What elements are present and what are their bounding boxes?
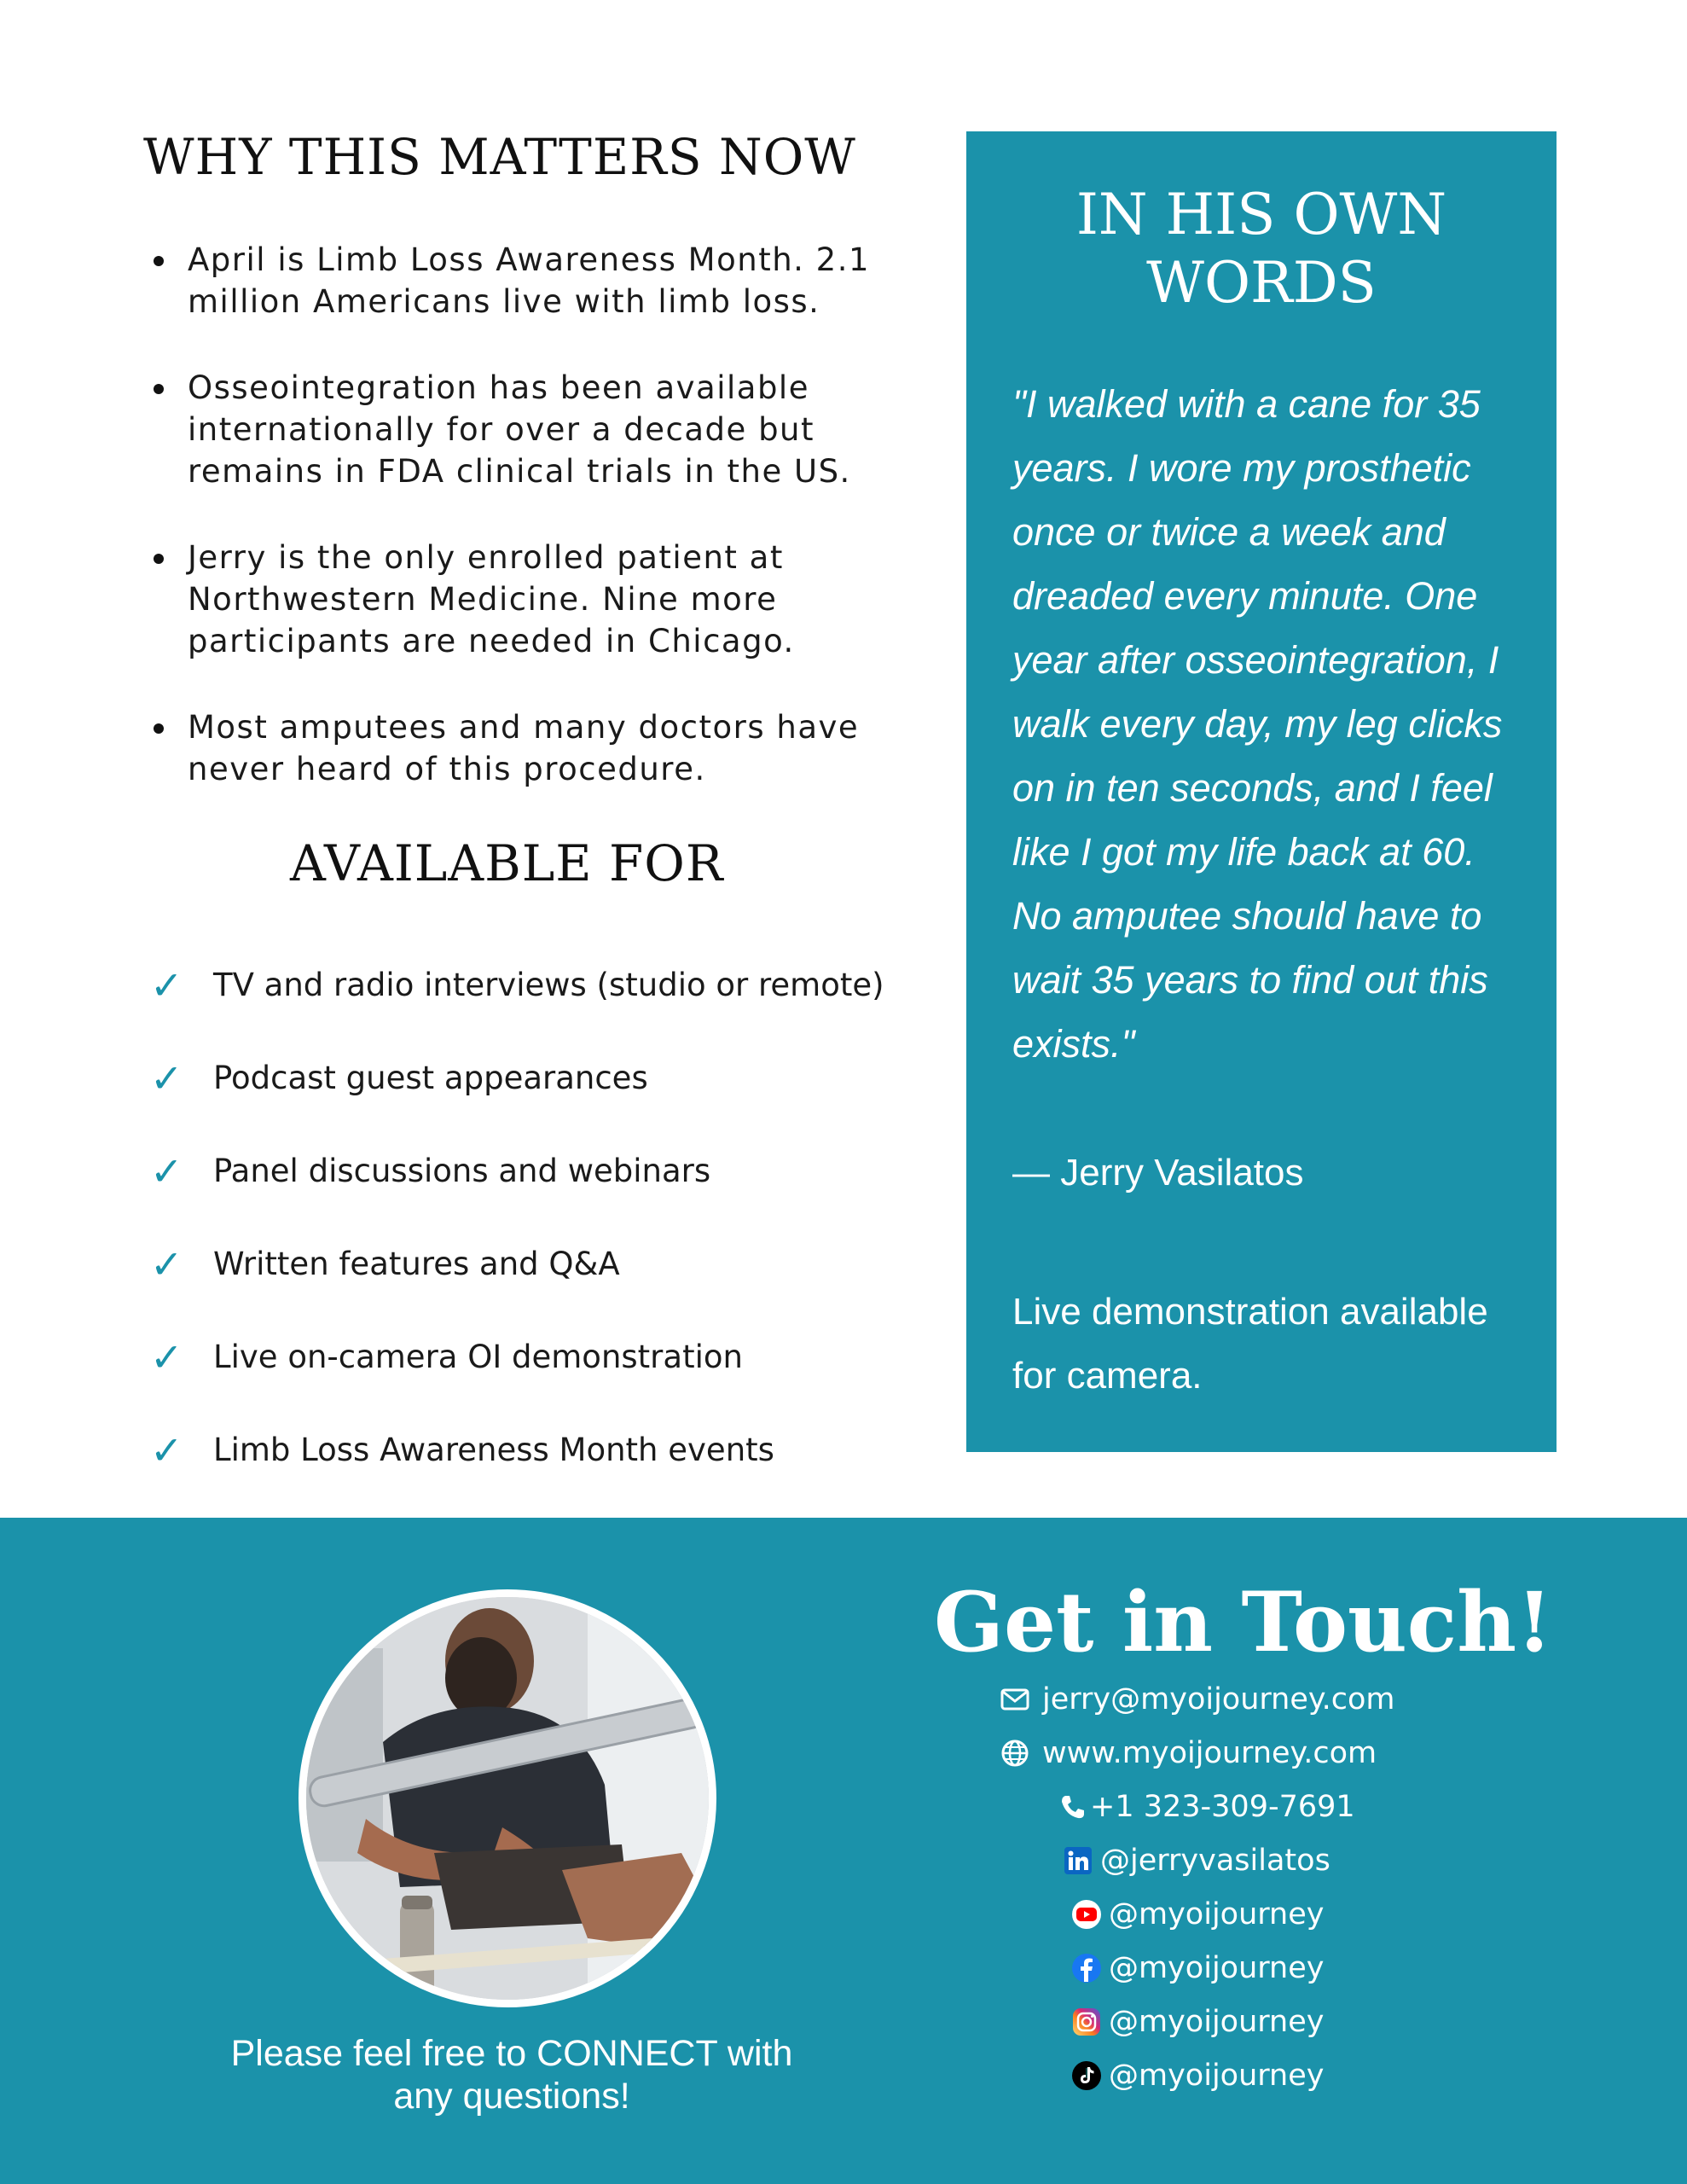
youtube-icon — [1071, 1899, 1102, 1930]
contact-website-text[interactable]: www.myoijourney.com — [1042, 1735, 1377, 1770]
check-icon: ✓ — [150, 1147, 183, 1194]
photo-illustration — [306, 1597, 709, 2000]
check-icon: ✓ — [150, 1240, 183, 1287]
why-bullet-list — [145, 239, 878, 834]
contact-linkedin-text[interactable]: @jerryvasilatos — [1100, 1843, 1330, 1878]
why-bullet-item: Jerry is the only enrolled patient at Northwestern Medicine. Nine more participants are needed in Chicago. — [145, 537, 878, 662]
contact-facebook[interactable] — [1071, 1941, 1501, 1995]
why-bullet-item: Most amputees and many doctors have never heard of this procedure. — [145, 706, 878, 790]
contact-list — [989, 1672, 1501, 2102]
email-icon — [1000, 1684, 1030, 1715]
quote-box — [966, 131, 1557, 1452]
contact-website[interactable] — [1000, 1726, 1501, 1780]
contact-tiktok-text[interactable]: @myoijourney — [1109, 2058, 1325, 2093]
contact-tiktok[interactable] — [1071, 2048, 1501, 2102]
contact-email-text[interactable]: jerry@myoijourney.com — [1042, 1682, 1395, 1716]
get-in-touch-title: Get in Touch! — [934, 1574, 1553, 1670]
contact-youtube-text[interactable]: @myoijourney — [1109, 1896, 1325, 1931]
contact-linkedin[interactable] — [1063, 1833, 1501, 1887]
instagram-icon — [1071, 2007, 1102, 2037]
facebook-icon — [1071, 1953, 1102, 1984]
connect-message: Please feel free to CONNECT with any questions! — [230, 2033, 793, 2117]
why-bullet-item: Osseointegration has been available internationally for over a decade but remains in FDA clinical trials in the US. — [145, 367, 878, 492]
contact-email[interactable] — [1000, 1672, 1501, 1726]
contact-youtube[interactable] — [1071, 1887, 1501, 1941]
contact-instagram-text[interactable]: @myoijourney — [1109, 2004, 1325, 2039]
contact-phone-text[interactable]: +1 323-309-7691 — [1090, 1789, 1355, 1824]
phone-icon — [1058, 1792, 1088, 1822]
available-item — [150, 1124, 901, 1217]
check-icon: ✓ — [150, 1054, 183, 1101]
globe-icon — [1000, 1738, 1030, 1769]
why-section-title: WHY THIS MATTERS NOW — [143, 128, 856, 186]
quote-note: Live demonstration available for camera. — [1012, 1291, 1488, 1397]
available-item — [150, 1217, 901, 1310]
why-bullet-item: April is Limb Loss Awareness Month. 2.1 million Americans live with limb loss. — [145, 239, 878, 322]
available-item — [150, 1403, 901, 1496]
contact-phone[interactable] — [1058, 1780, 1501, 1833]
quote-author: — Jerry Vasilatos — [1012, 1152, 1304, 1194]
available-section-title: AVAILABLE FOR — [290, 834, 724, 892]
available-item-label: Podcast guest appearances — [213, 1060, 648, 1096]
linkedin-icon — [1063, 1845, 1093, 1876]
check-icon: ✓ — [150, 961, 183, 1008]
available-item-label: Written features and Q&A — [213, 1246, 620, 1282]
available-list — [150, 938, 901, 1496]
tiktok-icon — [1071, 2060, 1102, 2091]
available-item — [150, 938, 901, 1031]
profile-photo — [299, 1589, 716, 2007]
check-icon: ✓ — [150, 1426, 183, 1473]
available-item-label: Live on-camera OI demonstration — [213, 1339, 743, 1375]
available-item — [150, 1031, 901, 1124]
quote-title: IN HIS OWN WORDS — [1075, 182, 1447, 316]
available-item-label: Panel discussions and webinars — [213, 1153, 711, 1189]
available-item-label: Limb Loss Awareness Month events — [213, 1432, 774, 1468]
available-item — [150, 1310, 901, 1403]
check-icon: ✓ — [150, 1333, 183, 1380]
quote-text: "I walked with a cane for 35 years. I wore my prosthetic once or twice a week and dreaded every minute. One year after osseointegration, I walk every day, my leg clicks on in ten seconds, and I feel like I got my life back at 60. No amputee should have to wait 35 years to find out this exists." — [1012, 382, 1503, 1066]
contact-instagram[interactable] — [1071, 1995, 1501, 2048]
available-item-label: TV and radio interviews (studio or remote) — [213, 967, 884, 1003]
contact-facebook-text[interactable]: @myoijourney — [1109, 1950, 1325, 1985]
